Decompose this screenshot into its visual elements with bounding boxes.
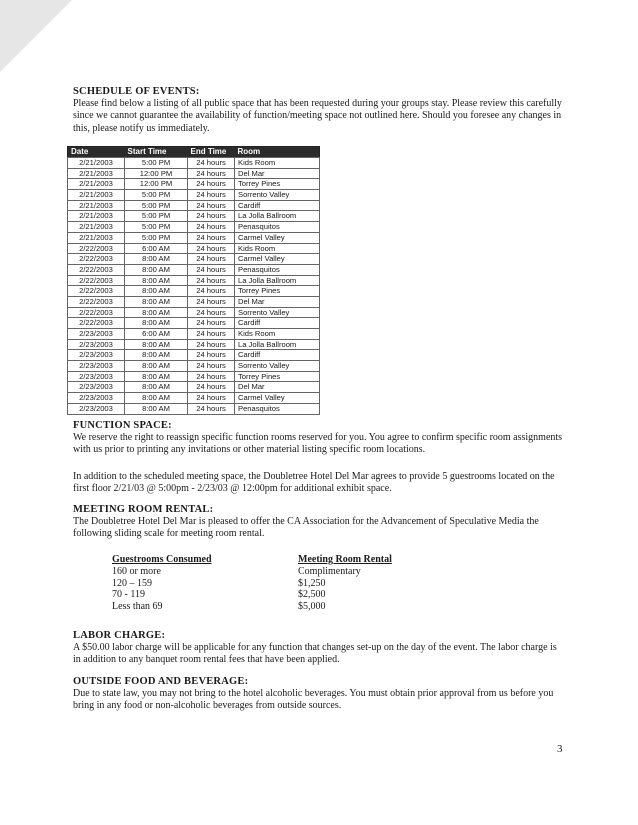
cell-date: 2/21/2003 [68,200,125,211]
cell-date: 2/23/2003 [68,382,125,393]
cell-date: 2/21/2003 [68,179,125,190]
rental-scale-fee-column [298,554,392,613]
table-row [68,264,320,275]
table-row [68,275,320,286]
cell-start-time: 8:00 AM [125,350,188,361]
cell-date: 2/21/2003 [68,232,125,243]
table-row [68,243,320,254]
tier-rooms: Less than 69 [112,601,163,613]
cell-start-time: 8:00 AM [125,318,188,329]
cell-room: Sorrento Valley [235,190,320,201]
cell-end-time: 24 hours [188,264,235,275]
cell-date: 2/22/2003 [68,254,125,265]
cell-date: 2/23/2003 [68,329,125,340]
table-row [68,211,320,222]
tier-rental: $1,250 [298,577,326,589]
tier-rooms: 70 - 119 [112,589,145,601]
table-row [68,222,320,233]
table-row [68,286,320,297]
function-space-para-2: In addition to the scheduled meeting space, the Doubletree Hotel Del Mar agrees to provide 5 guestrooms located on the first floor 2/21/03 @ 5:00pm - 2/23/03 @ 12:00pm for additional exhibit space. [73,470,555,495]
cell-room: Penasquitos [235,222,320,233]
cell-end-time: 24 hours [188,339,235,350]
meeting-room-rental-title: Meeting Room Rental [298,554,392,565]
cell-start-time: 8:00 AM [125,286,188,297]
cell-date: 2/21/2003 [68,190,125,201]
table-row [68,307,320,318]
meeting-rental-section [73,504,563,541]
function-space-heading: FUNCTION SPACE: [73,420,172,431]
cell-room: Torrey Pines [235,371,320,382]
cell-start-time: 5:00 PM [125,232,188,243]
table-row [68,254,320,265]
cell-end-time: 24 hours [188,286,235,297]
cell-end-time: 24 hours [188,168,235,179]
cell-date: 2/22/2003 [68,264,125,275]
cell-end-time: 24 hours [188,158,235,169]
cell-start-time: 12:00 PM [125,179,188,190]
cell-date: 2/22/2003 [68,286,125,297]
cell-start-time: 12:00 PM [125,168,188,179]
cell-end-time: 24 hours [188,275,235,286]
cell-date: 2/21/2003 [68,222,125,233]
tier-rental: $2,500 [298,589,326,601]
cell-date: 2/23/2003 [68,350,125,361]
outside-food-heading: OUTSIDE FOOD AND BEVERAGE: [73,676,249,687]
meeting-rental-heading: MEETING ROOM RENTAL: [73,504,214,515]
table-row [68,168,320,179]
cell-start-time: 8:00 AM [125,275,188,286]
table-row [68,329,320,340]
cell-end-time: 24 hours [188,382,235,393]
cell-start-time: 8:00 AM [125,393,188,404]
function-space-section [73,420,563,496]
cell-room: Penasquitos [235,403,320,414]
rental-scale-table [112,554,442,616]
table-row [68,393,320,404]
cell-end-time: 24 hours [188,179,235,190]
cell-start-time: 8:00 AM [125,339,188,350]
table-row [68,200,320,211]
rental-scale-rooms-column [112,554,212,613]
table-row [68,232,320,243]
table-row [68,339,320,350]
cell-room: Sorrento Valley [235,307,320,318]
outside-food-section [73,676,563,713]
cell-room: Sorrento Valley [235,361,320,372]
table-row [68,382,320,393]
cell-room: Penasquitos [235,264,320,275]
cell-start-time: 8:00 AM [125,382,188,393]
schedule-header-row [68,147,320,158]
cell-start-time: 8:00 AM [125,296,188,307]
cell-room: Kids Room [235,243,320,254]
cell-date: 2/22/2003 [68,275,125,286]
cell-date: 2/23/2003 [68,371,125,382]
cell-end-time: 24 hours [188,371,235,382]
schedule-table-body [68,158,320,415]
schedule-table-wrap [67,146,320,415]
cell-end-time: 24 hours [188,243,235,254]
cell-start-time: 5:00 PM [125,190,188,201]
cell-room: Cardiff [235,350,320,361]
column-header-date: Date [68,147,125,158]
table-row [68,179,320,190]
function-space-para-1: We reserve the right to reassign specific function rooms reserved for you. You agree to confirm specific room assignments with us prior to printing any invitations or other material listing specific room locations. [73,432,563,456]
table-row [68,403,320,414]
cell-end-time: 24 hours [188,190,235,201]
cell-room: Del Mar [235,382,320,393]
cell-start-time: 6:00 AM [125,329,188,340]
cell-room: Carmel Valley [235,232,320,243]
cell-start-time: 5:00 PM [125,222,188,233]
cell-date: 2/22/2003 [68,296,125,307]
cell-date: 2/23/2003 [68,393,125,404]
cell-end-time: 24 hours [188,393,235,404]
cell-end-time: 24 hours [188,361,235,372]
cell-date: 2/22/2003 [68,307,125,318]
table-row [68,318,320,329]
cell-date: 2/23/2003 [68,361,125,372]
cell-room: Carmel Valley [235,254,320,265]
cell-room: Del Mar [235,296,320,307]
cell-date: 2/23/2003 [68,339,125,350]
guestrooms-consumed-title: Guestrooms Consumed [112,554,212,565]
table-row [68,296,320,307]
meeting-rental-para: The Doubletree Hotel Del Mar is pleased to offer the CA Association for the Advancement of Speculative Media the following sliding scale for meeting room rental. [73,516,539,540]
schedule-section [73,86,563,135]
cell-date: 2/22/2003 [68,243,125,254]
cell-start-time: 8:00 AM [125,254,188,265]
cell-start-time: 8:00 AM [125,403,188,414]
cell-end-time: 24 hours [188,329,235,340]
labor-charge-para: A $50.00 labor charge will be applicable for any function that changes set-up on the day of the event. The labor charge is in addition to any banquet room rental fees that have been applied. [73,642,557,666]
column-header-end-time: End Time [188,147,235,158]
tier-rooms: 160 or more [112,565,161,577]
cell-room: Carmel Valley [235,393,320,404]
labor-charge-heading: LABOR CHARGE: [73,630,166,641]
folded-corner [0,0,72,72]
cell-end-time: 24 hours [188,318,235,329]
column-header-start-time: Start Time [125,147,188,158]
cell-date: 2/22/2003 [68,318,125,329]
cell-end-time: 24 hours [188,403,235,414]
cell-start-time: 5:00 PM [125,158,188,169]
cell-end-time: 24 hours [188,296,235,307]
cell-room: Cardiff [235,318,320,329]
outside-food-para: Due to state law, you may not bring to the hotel alcoholic beverages. You must obtain prior approval from us before you bring in any food or non-alcoholic beverages from outside sources. [73,688,554,712]
cell-start-time: 6:00 AM [125,243,188,254]
table-row [68,158,320,169]
cell-room: Del Mar [235,168,320,179]
table-row [68,371,320,382]
cell-date: 2/23/2003 [68,403,125,414]
table-row [68,361,320,372]
cell-end-time: 24 hours [188,350,235,361]
cell-start-time: 8:00 AM [125,371,188,382]
cell-date: 2/21/2003 [68,158,125,169]
cell-start-time: 8:00 AM [125,361,188,372]
labor-charge-section [73,630,563,667]
cell-start-time: 5:00 PM [125,211,188,222]
tier-rooms: 120 – 159 [112,577,152,589]
cell-end-time: 24 hours [188,200,235,211]
cell-room: Kids Room [235,158,320,169]
column-header-room: Room [235,147,320,158]
cell-end-time: 24 hours [188,222,235,233]
cell-end-time: 24 hours [188,211,235,222]
tier-rental: $5,000 [298,601,326,613]
schedule-intro: Please find below a listing of all public space that has been requested during your groups stay. Please review this carefully since we cannot guarantee the availability of function/meeting space not outlined here. Should you foresee any changes in this, please notify us immediately. [73,98,562,134]
cell-room: La Jolla Ballroom [235,275,320,286]
cell-end-time: 24 hours [188,232,235,243]
table-row [68,350,320,361]
cell-room: Kids Room [235,329,320,340]
cell-date: 2/21/2003 [68,211,125,222]
cell-start-time: 8:00 AM [125,264,188,275]
cell-room: Torrey Pines [235,286,320,297]
cell-end-time: 24 hours [188,307,235,318]
cell-date: 2/21/2003 [68,168,125,179]
schedule-heading: SCHEDULE OF EVENTS: [73,86,200,97]
schedule-table [67,146,320,415]
cell-room: Torrey Pines [235,179,320,190]
cell-room: La Jolla Ballroom [235,211,320,222]
page-number: 3 [557,743,563,755]
cell-start-time: 5:00 PM [125,200,188,211]
cell-room: Cardiff [235,200,320,211]
cell-room: La Jolla Ballroom [235,339,320,350]
table-row [68,190,320,201]
cell-end-time: 24 hours [188,254,235,265]
tier-rental: Complimentary [298,565,361,577]
cell-start-time: 8:00 AM [125,307,188,318]
